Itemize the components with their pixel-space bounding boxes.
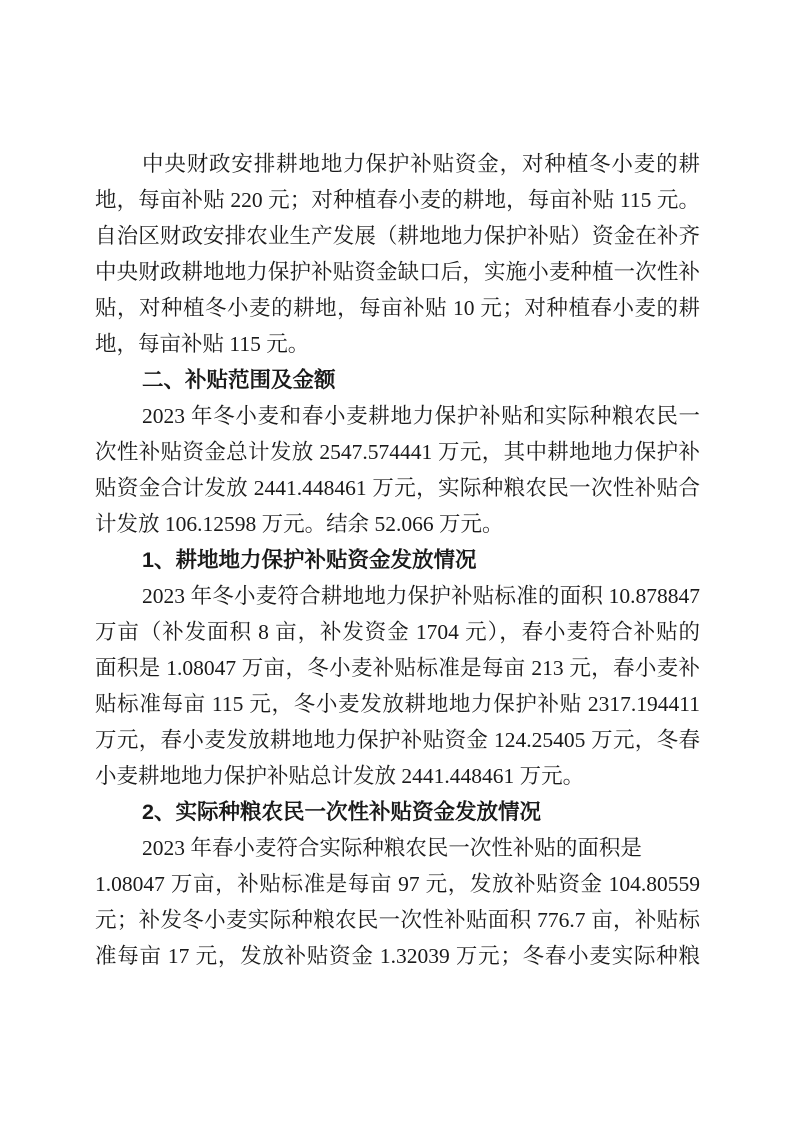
paragraph-onetime-subsidy-details xyxy=(95,830,700,974)
document-content xyxy=(95,146,700,974)
text-line: 中央财政耕地地力保护补贴资金缺口后，实施小麦种植一次性补 xyxy=(95,260,700,284)
text-line: 小麦耕地地力保护补贴总计发放 2441.448461 万元。 xyxy=(95,764,585,788)
text-line: 元；补发冬小麦实际种粮农民一次性补贴面积 776.7 亩，补贴标 xyxy=(95,908,700,932)
text-line: 准每亩 17 元，发放补贴资金 1.32039 万元；冬春小麦实际种粮 xyxy=(95,944,700,968)
text-line: 自治区财政安排农业生产发展（耕地地力保护补贴）资金在补齐 xyxy=(95,224,700,248)
paragraph-total-subsidy-amounts xyxy=(95,398,700,542)
paragraph-farmland-protection-details xyxy=(95,578,700,794)
subsection-heading-grain-farmer-onetime-subsidy: 2、实际种粮农民一次性补贴资金发放情况 xyxy=(142,800,541,824)
paragraph-central-subsidy-policy xyxy=(95,146,700,362)
text-line: 贴，对种植冬小麦的耕地，每亩补贴 10 元；对种植春小麦的耕 xyxy=(95,296,700,320)
text-line: 万亩（补发面积 8 亩，补发资金 1704 元），春小麦符合补贴的 xyxy=(95,620,700,644)
text-line: 地，每亩补贴 115 元。 xyxy=(95,332,310,356)
subsection-heading-farmland-protection-subsidy: 1、耕地地力保护补贴资金发放情况 xyxy=(142,548,477,572)
text-line: 面积是 1.08047 万亩，冬小麦补贴标准是每亩 213 元，春小麦补 xyxy=(95,656,700,680)
text-line: 2023 年冬小麦和春小麦耕地力保护补贴和实际种粮农民一 xyxy=(142,404,700,428)
text-line: 中央财政安排耕地地力保护补贴资金，对种植冬小麦的耕 xyxy=(142,152,700,176)
text-line: 1.08047 万亩，补贴标准是每亩 97 元，发放补贴资金 104.80559 xyxy=(95,872,700,896)
text-line: 2023 年春小麦符合实际种粮农民一次性补贴的面积是 xyxy=(142,836,642,860)
text-line: 贴资金合计发放 2441.448461 万元，实际种粮农民一次性补贴合 xyxy=(95,476,700,500)
text-line: 2023 年冬小麦符合耕地地力保护补贴标准的面积 10.878847 xyxy=(142,584,700,608)
text-line: 贴标准每亩 115 元，冬小麦发放耕地地力保护补贴 2317.194411 xyxy=(95,692,700,716)
text-line: 计发放 106.12598 万元。结余 52.066 万元。 xyxy=(95,512,504,536)
section-heading-subsidy-scope: 二、补贴范围及金额 xyxy=(142,368,336,392)
text-line: 次性补贴资金总计发放 2547.574441 万元，其中耕地地力保护补 xyxy=(95,440,700,464)
text-line: 万元，春小麦发放耕地地力保护补贴资金 124.25405 万元，冬春 xyxy=(95,728,700,752)
text-line: 地，每亩补贴 220 元；对种植春小麦的耕地，每亩补贴 115 元。 xyxy=(95,188,700,212)
